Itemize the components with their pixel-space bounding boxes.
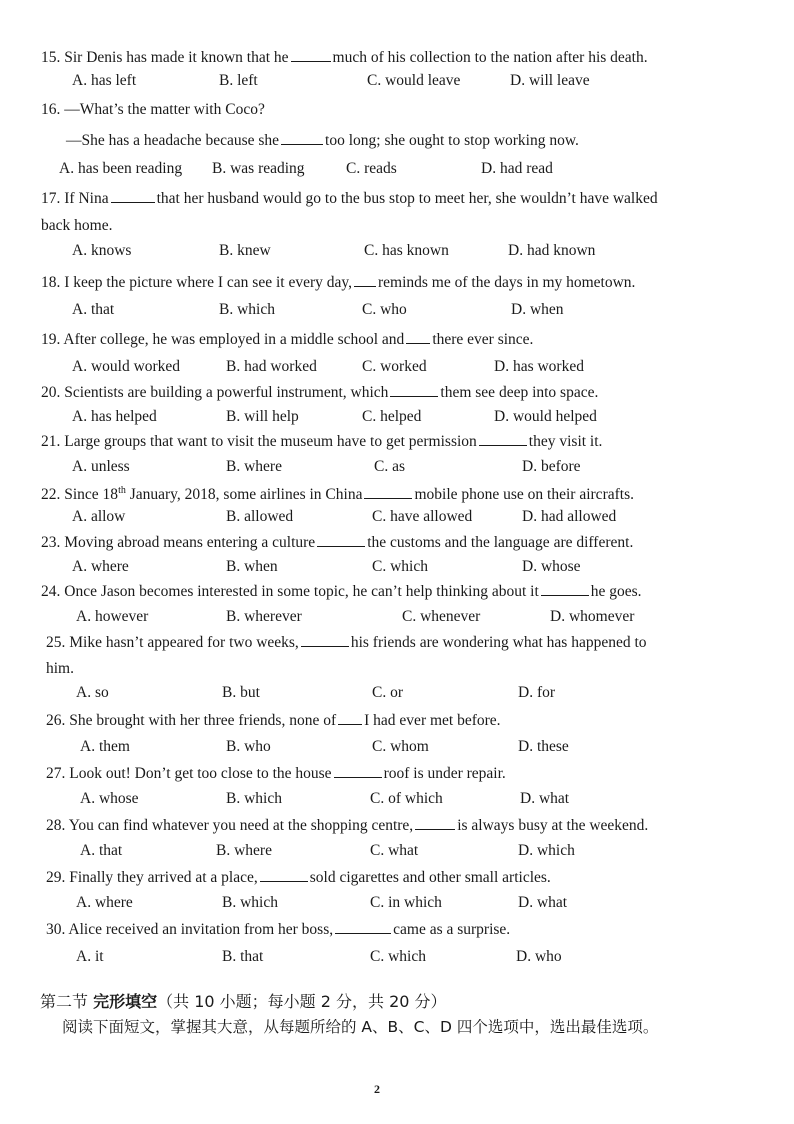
answer-blank <box>281 130 323 145</box>
option-a: A. them <box>80 738 130 755</box>
answer-blank <box>317 532 365 547</box>
question-22: 22. Since 18th January, 2018, some airlines in China mobile phone use on their aircrafts. <box>41 485 634 504</box>
option-a: A. it <box>76 948 104 965</box>
option-a: A. where <box>76 894 133 911</box>
option-c: C. worked <box>362 358 427 375</box>
question-30: 30. Alice received an invitation from her boss, came as a surprise. <box>46 921 511 938</box>
option-b: B. which <box>226 790 282 807</box>
option-a: A. that <box>80 842 123 859</box>
option-c: C. as <box>374 458 405 475</box>
option-b: B. who <box>226 738 271 755</box>
option-c: C. who <box>362 301 407 318</box>
answer-blank <box>390 382 438 397</box>
option-a: A. so <box>76 684 109 701</box>
option-b: B. will help <box>226 408 299 425</box>
option-c: C. or <box>372 684 403 701</box>
option-d: D. when <box>511 301 564 318</box>
option-d: D. what <box>518 894 568 911</box>
option-d: D. who <box>516 948 562 965</box>
option-c: C. would leave <box>367 72 461 89</box>
option-a: A. however <box>76 608 149 625</box>
answer-blank <box>111 188 155 203</box>
question-20: 20. Scientists are building a powerful instrument, which them see deep into space. <box>41 384 599 401</box>
option-c: C. which <box>372 558 428 575</box>
option-a: A. has helped <box>72 408 157 425</box>
option-c: C. whenever <box>402 608 481 625</box>
answer-blank <box>415 815 455 830</box>
option-c: C. of which <box>370 790 443 807</box>
option-c: C. what <box>370 842 419 859</box>
question-16-reply: —She has a headache because she too long; she ought to stop working now. <box>66 132 579 149</box>
answer-blank <box>479 431 527 446</box>
option-b: B. was reading <box>212 160 305 177</box>
question-26: 26. She brought with her three friends, none of I had ever met before. <box>46 712 501 729</box>
option-c: C. which <box>370 948 426 965</box>
option-a: A. would worked <box>72 358 181 375</box>
option-d: D. whomever <box>550 608 635 625</box>
option-c: C. has known <box>364 242 449 259</box>
option-a: A. whose <box>80 790 139 807</box>
option-d: D. these <box>518 738 569 755</box>
option-c: C. in which <box>370 894 442 911</box>
question-19: 19. After college, he was employed in a middle school and there ever since. <box>41 331 534 348</box>
option-a: A. where <box>72 558 129 575</box>
option-b: B. where <box>226 458 282 475</box>
question-23: 23. Moving abroad means entering a culture the customs and the language are different. <box>41 534 634 551</box>
option-b: B. had worked <box>226 358 317 375</box>
option-c: C. have allowed <box>372 508 473 525</box>
option-d: D. for <box>518 684 556 701</box>
option-d: D. had allowed <box>522 508 617 525</box>
answer-blank <box>541 581 589 596</box>
question-21: 21. Large groups that want to visit the museum have to get permission they visit it. <box>41 433 603 450</box>
question-15: 15. Sir Denis has made it known that he much of his collection to the nation after his death. <box>41 49 648 66</box>
option-a: A. knows <box>72 242 132 259</box>
option-a: A. that <box>72 301 115 318</box>
option-a: A. unless <box>72 458 130 475</box>
option-b: B. but <box>222 684 260 701</box>
answer-blank <box>334 763 382 778</box>
option-a: A. has been reading <box>59 160 183 177</box>
option-b: B. which <box>222 894 278 911</box>
option-d: D. would helped <box>494 408 597 425</box>
question-17: 17. If Nina that her husband would go to the bus stop to meet her, she wouldn’t have walked <box>41 190 658 207</box>
option-d: D. has worked <box>494 358 584 375</box>
answer-blank <box>406 329 430 344</box>
option-b: B. which <box>219 301 275 318</box>
section-heading: 第二节 完形填空（共 10 小题；每小题 2 分，共 20 分） <box>40 992 447 1011</box>
option-d: D. had read <box>481 160 553 177</box>
page-number: 2 <box>374 1082 380 1096</box>
option-b: B. when <box>226 558 278 575</box>
option-d: D. which <box>518 842 575 859</box>
option-b: B. where <box>216 842 272 859</box>
option-c: C. whom <box>372 738 429 755</box>
section-instruction: 阅读下面短文，掌握其大意，从每题所给的 A、B、C、D 四个选项中，选出最佳选项。 <box>62 1018 659 1036</box>
option-c: C. reads <box>346 160 397 177</box>
answer-blank <box>260 867 308 882</box>
option-b: B. wherever <box>226 608 302 625</box>
answer-blank <box>354 272 376 287</box>
question-24: 24. Once Jason becomes interested in some topic, he can’t help thinking about it he goes. <box>41 583 642 600</box>
option-d: D. had known <box>508 242 596 259</box>
answer-blank <box>291 47 331 62</box>
option-d: D. whose <box>522 558 581 575</box>
option-b: B. that <box>222 948 264 965</box>
answer-blank <box>335 919 391 934</box>
option-b: B. allowed <box>226 508 294 525</box>
question-18: 18. I keep the picture where I can see it every day, reminds me of the days in my hometown. <box>41 274 636 291</box>
section-title: 完形填空 <box>93 992 158 1011</box>
answer-blank <box>301 632 349 647</box>
option-b: B. left <box>219 72 258 89</box>
option-d: D. will leave <box>510 72 590 89</box>
option-b: B. knew <box>219 242 271 259</box>
question-25-continued: him. <box>46 660 74 677</box>
answer-blank <box>338 710 362 725</box>
question-25: 25. Mike hasn’t appeared for two weeks, his friends are wondering what has happened to <box>46 634 647 651</box>
option-c: C. helped <box>362 408 422 425</box>
question-29: 29. Finally they arrived at a place, sold cigarettes and other small articles. <box>46 869 551 886</box>
option-d: D. before <box>522 458 581 475</box>
question-28: 28. You can find whatever you need at the shopping centre, is always busy at the weekend. <box>46 817 649 834</box>
option-a: A. allow <box>72 508 126 525</box>
option-a: A. has left <box>72 72 137 89</box>
question-27: 27. Look out! Don’t get too close to the house roof is under repair. <box>46 765 506 782</box>
option-d: D. what <box>520 790 570 807</box>
question-16: 16. —What’s the matter with Coco? <box>41 101 265 118</box>
question-17-continued: back home. <box>41 217 113 234</box>
answer-blank <box>364 484 412 499</box>
